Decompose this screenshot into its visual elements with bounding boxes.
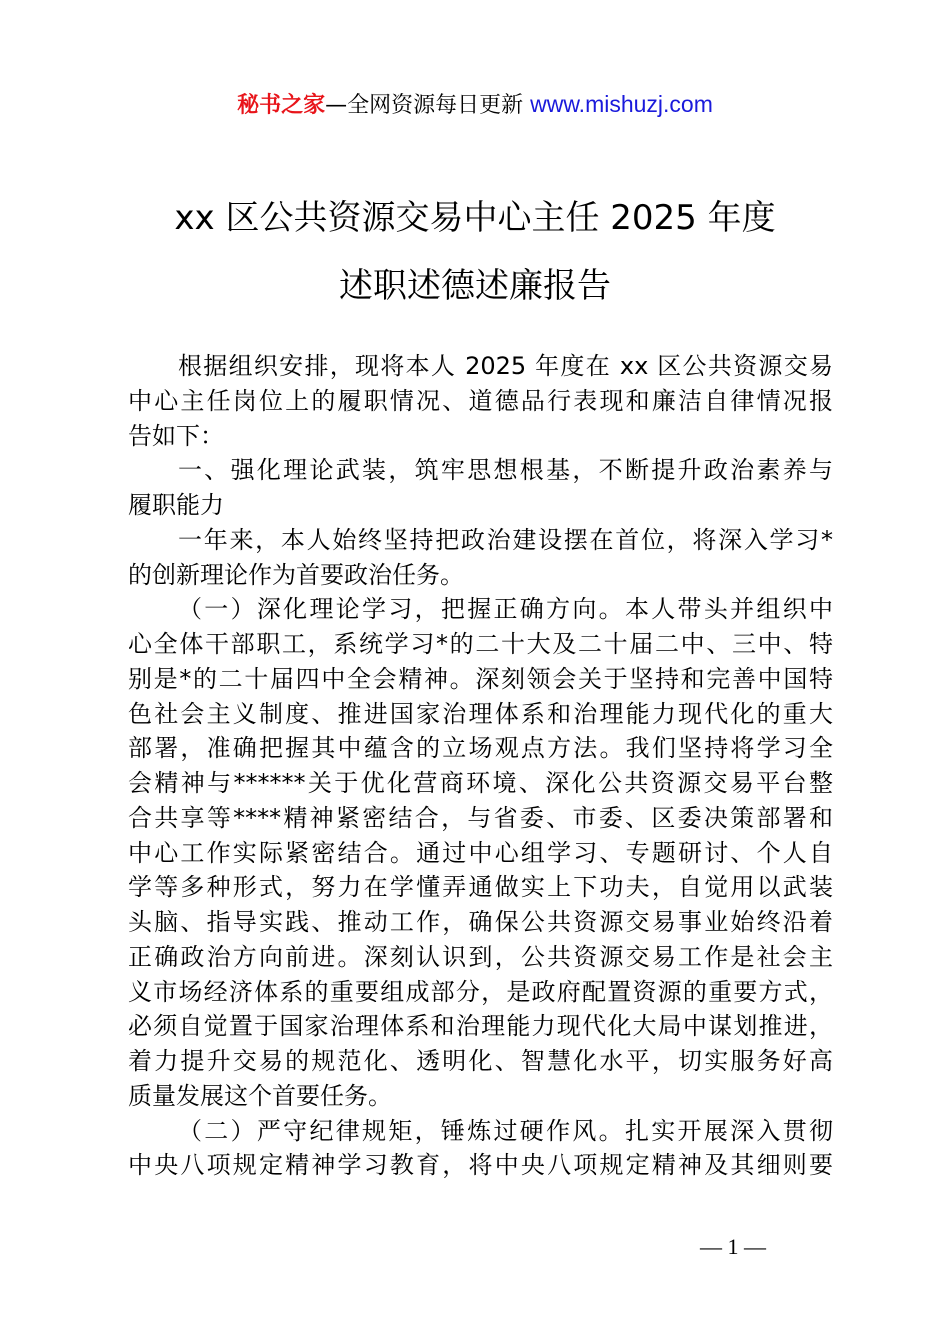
body-text-line: 义市场经济体系的重要组成部分，是政府配置资源的重要方式， [128,977,833,1006]
site-url-link[interactable]: www.mishuzj.com [530,91,713,117]
body-text-line: 中央八项规定精神学习教育，将中央八项规定精神及其细则要 [128,1151,833,1180]
body-text-line: 头脑、指导实践、推动工作，确保公共资源交易事业始终沿着 [128,908,833,936]
body-text-line: 中心工作实际紧密结合。通过中心组学习、专题研讨、个人自 [128,838,833,867]
body-text-line: 会精神与******关于优化营商环境、深化公共资源交易平台整 [128,769,833,797]
body-text-line: 根据组织安排，现将本人 2025 年度在 xx 区公共资源交易 [178,352,833,380]
body-text-line: 告如下： [128,421,224,450]
body-text-line: （二）严守纪律规矩，锤炼过硬作风。扎实开展深入贯彻 [178,1116,833,1145]
header-slogan: —全网资源每日更新 [325,93,524,118]
body-text-line: 部署，准确把握其中蕴含的立场观点方法。我们坚持将学习全 [128,734,833,763]
body-text-line: 正确政治方向前进。深刻认识到，公共资源交易工作是社会主 [128,942,833,971]
body-text-line: （一）深化理论学习，把握正确方向。本人带头并组织中 [178,595,833,624]
site-header-banner [0,88,950,119]
body-text-line: 着力提升交易的规范化、透明化、智慧化水平，切实服务好高 [128,1047,833,1075]
body-text-line: 心全体干部职工，系统学习*的二十大及二十届二中、三中、特 [128,630,833,658]
brand-name: 秘书之家 [237,93,326,118]
body-text-line: 中心主任岗位上的履职情况、道德品行表现和廉洁自律情况报 [128,386,833,415]
body-text-line: 的创新理论作为首要政治任务。 [128,560,464,589]
document-body [128,349,833,1183]
document-title-line-1: xx 区公共资源交易中心主任 2025 年度 [174,198,776,238]
body-text-line: 学等多种形式，努力在学懂弄通做实上下功夫，自觉用以武装 [128,873,833,902]
body-text-line: 色社会主义制度、推进国家治理体系和治理能力现代化的重大 [128,699,833,728]
body-text-line: 合共享等****精神紧密结合，与省委、市委、区委决策部署和 [128,803,833,832]
body-text-line: 一、强化理论武装，筑牢思想根基，不断提升政治素养与 [178,456,833,485]
body-text-line: 一年来，本人始终坚持把政治建设摆在首位，将深入学习* [178,525,833,554]
body-text-line: 履职能力 [128,491,224,519]
body-text-line: 必须自觉置于国家治理体系和治理能力现代化大局中谋划推进， [128,1012,833,1041]
document-title-line-2: 述职述德述廉报告 [339,266,611,306]
body-text-line: 质量发展这个首要任务。 [128,1081,392,1110]
page-number: — 1 — [700,1234,766,1259]
body-text-line: 别是*的二十届四中全会精神。深刻领会关于坚持和完善中国特 [128,664,833,693]
